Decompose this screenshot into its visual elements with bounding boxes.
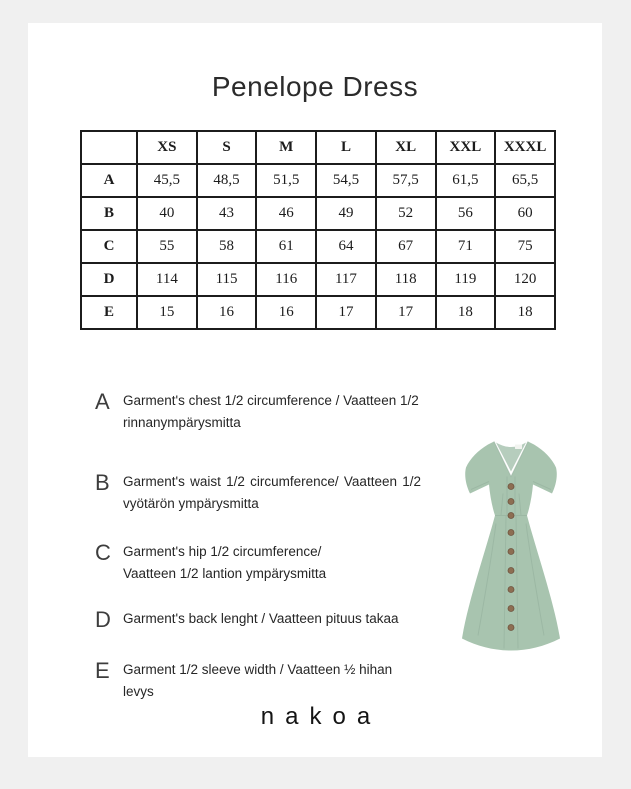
legend-text-line: Garment 1/2 sleeve width / Vaatteen ½ hihan levys — [123, 662, 393, 700]
size-value-cell: 71 — [436, 230, 496, 263]
size-table-header-row — [81, 131, 555, 164]
product-dress-image — [456, 429, 566, 664]
size-value-cell: 45,5 — [137, 164, 197, 197]
legend-text — [123, 390, 421, 435]
legend-item — [95, 471, 421, 516]
size-table — [80, 130, 556, 330]
size-value-cell: 54,5 — [316, 164, 376, 197]
size-value-cell: 67 — [376, 230, 436, 263]
dress-body-shape — [462, 442, 560, 651]
legend-letter: D — [95, 607, 111, 632]
size-value-cell: 48,5 — [197, 164, 257, 197]
size-column-header: XXL — [436, 131, 496, 164]
size-column-header: XXXL — [495, 131, 555, 164]
size-value-cell: 58 — [197, 230, 257, 263]
page-title: Penelope Dress — [211, 71, 419, 102]
legend-item — [95, 608, 421, 631]
table-row — [81, 263, 555, 296]
size-value-cell: 17 — [316, 296, 376, 329]
size-value-cell: 114 — [137, 263, 197, 296]
size-value-cell: 18 — [436, 296, 496, 329]
legend-text-line: rinnanympärysmitta — [123, 415, 241, 431]
size-value-cell: 55 — [137, 230, 197, 263]
size-column-header: S — [197, 131, 257, 164]
size-value-cell: 49 — [316, 197, 376, 230]
size-value-cell: 43 — [197, 197, 257, 230]
size-column-header: L — [316, 131, 376, 164]
table-row — [81, 230, 555, 263]
table-row — [81, 197, 555, 230]
legend-item — [95, 659, 421, 704]
brand-logo: nakoa — [260, 703, 382, 730]
size-value-cell: 51,5 — [256, 164, 316, 197]
size-value-cell: 117 — [316, 263, 376, 296]
size-value-cell: 18 — [495, 296, 555, 329]
size-value-cell: 52 — [376, 197, 436, 230]
size-value-cell: 75 — [495, 230, 555, 263]
size-value-cell: 116 — [256, 263, 316, 296]
legend-letter: C — [95, 540, 111, 565]
size-value-cell: 118 — [376, 263, 436, 296]
size-value-cell: 65,5 — [495, 164, 555, 197]
size-value-cell: 61 — [256, 230, 316, 263]
size-value-cell: 56 — [436, 197, 496, 230]
legend-letter: A — [95, 389, 110, 414]
legend-text-line: vyötärön ympärysmitta — [123, 496, 259, 512]
size-table-header — [81, 131, 555, 164]
legend-text — [123, 659, 421, 704]
legend-text-line: Garment's back lenght / Vaatteen pituus takaa — [123, 611, 399, 626]
size-value-cell: 57,5 — [376, 164, 436, 197]
size-value-cell: 17 — [376, 296, 436, 329]
legend-item — [95, 390, 421, 435]
table-corner-cell — [81, 131, 137, 164]
size-value-cell: 60 — [495, 197, 555, 230]
legend-text — [123, 608, 421, 630]
row-label-cell: D — [81, 263, 137, 296]
table-row — [81, 296, 555, 329]
size-table-body — [81, 164, 555, 329]
size-value-cell: 16 — [197, 296, 257, 329]
size-value-cell: 64 — [316, 230, 376, 263]
size-value-cell: 40 — [137, 197, 197, 230]
legend-text-line: Garment's hip 1/2 circumference/ — [123, 544, 322, 559]
size-value-cell: 115 — [197, 263, 257, 296]
size-column-header: M — [256, 131, 316, 164]
row-label-cell: C — [81, 230, 137, 263]
size-value-cell: 15 — [137, 296, 197, 329]
size-value-cell: 46 — [256, 197, 316, 230]
size-value-cell: 119 — [436, 263, 496, 296]
size-value-cell: 16 — [256, 296, 316, 329]
table-row — [81, 164, 555, 197]
legend-letter: B — [95, 470, 110, 495]
legend-text — [123, 471, 421, 516]
row-label-cell: E — [81, 296, 137, 329]
row-label-cell: B — [81, 197, 137, 230]
legend-text-line: Garment's chest 1/2 circumference / Vaatteen 1/2 — [123, 393, 419, 408]
legend-text — [123, 541, 421, 586]
dress-care-label — [515, 445, 522, 450]
size-value-cell: 61,5 — [436, 164, 496, 197]
row-label-cell: A — [81, 164, 137, 197]
legend-text-line: Vaatteen 1/2 lantion ympärysmitta — [123, 566, 327, 582]
size-column-header: XS — [137, 131, 197, 164]
size-chart-card — [28, 23, 602, 757]
size-column-header: XL — [376, 131, 436, 164]
legend-letter: E — [95, 658, 110, 683]
size-value-cell: 120 — [495, 263, 555, 296]
legend-text-line: Garment's waist 1/2 circumference/ Vaatteen 1/2 — [123, 474, 421, 489]
legend-item — [95, 541, 421, 586]
